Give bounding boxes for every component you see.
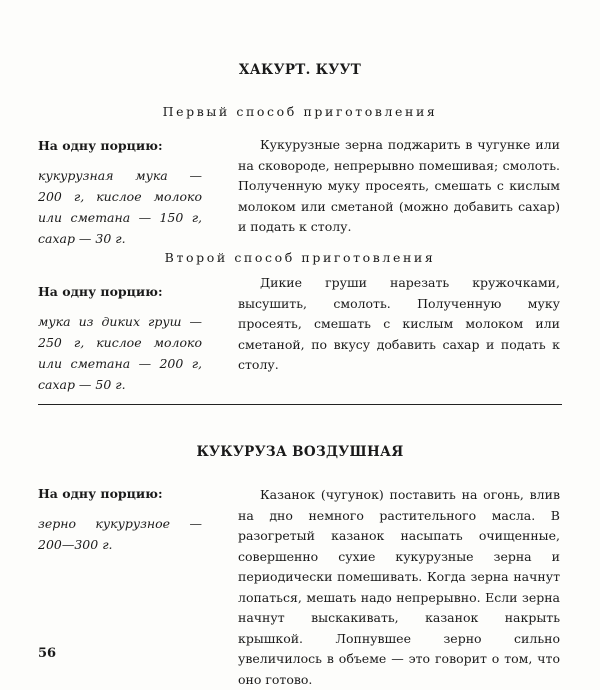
method-2-text [238,273,560,376]
ingredient-line: 200 г, кислое молоко [38,189,202,204]
method-1-paragraph: Кукурузные зерна поджарить в чугунке или на сковороде, непрерывно помешивая; смолоть. Полученную муку просеять, смешать с кислым молоком или сметаной (можно добавить сахар) и подать к столу. [238,137,560,234]
ingredients-list-1 [38,165,202,249]
section-divider [38,404,562,405]
portion-label-2: На одну порцию: [38,284,163,299]
ingredient-line: зерно кукурузное — [38,516,202,531]
ingredient-line: 250 г, кислое молоко [38,335,202,350]
ingredient-line: или сметана — 150 г, [38,210,202,225]
ingredient-line: сахар — 30 г. [38,231,126,246]
recipe-title-popcorn: КУКУРУЗА ВОЗДУШНАЯ [196,444,404,460]
ingredient-line: 200—300 г. [38,537,113,552]
portion-label-1: На одну порцию: [38,138,163,153]
recipe-2-text [238,485,560,690]
ingredients-list-3 [38,513,202,555]
page-number: 56 [38,646,57,661]
ingredient-line: сахар — 50 г. [38,377,126,392]
method-1-heading: Первый способ приготовления [162,104,438,119]
ingredients-list-2 [38,311,202,395]
method-2-paragraph: Дикие груши нарезать кружочками, высушить, смолоть. Полученную муку просеять, смешать с кислым молоком или сметаной, по вкусу добавить сахар и подать к столу. [238,275,560,372]
method-2-heading: Второй способ приготовления [164,250,436,265]
ingredient-line: мука из диких груш — [38,314,202,329]
method-1-text [238,135,560,238]
ingredient-line: или сметана — 200 г, [38,356,202,371]
recipe-title-hakurt: ХАКУРТ. КУУТ [238,62,362,78]
recipe-2-paragraph: Казанок (чугунок) поставить на огонь, влив на дно немного растительного масла. В разогретый казанок насыпать очищенные, совершенно сухие кукурузные зерна и периодически помешивать. Когда зерна начнут лопаться, мешать надо непрерывно. Если зерна начнут выскакивать, казанок накрыть крышкой. Лопнувшее зерно сильно увеличилось в объеме — это говорит о том, что оно готово. [238,487,560,687]
ingredient-line: кукурузная мука — [38,168,202,183]
portion-label-3: На одну порцию: [38,486,163,501]
